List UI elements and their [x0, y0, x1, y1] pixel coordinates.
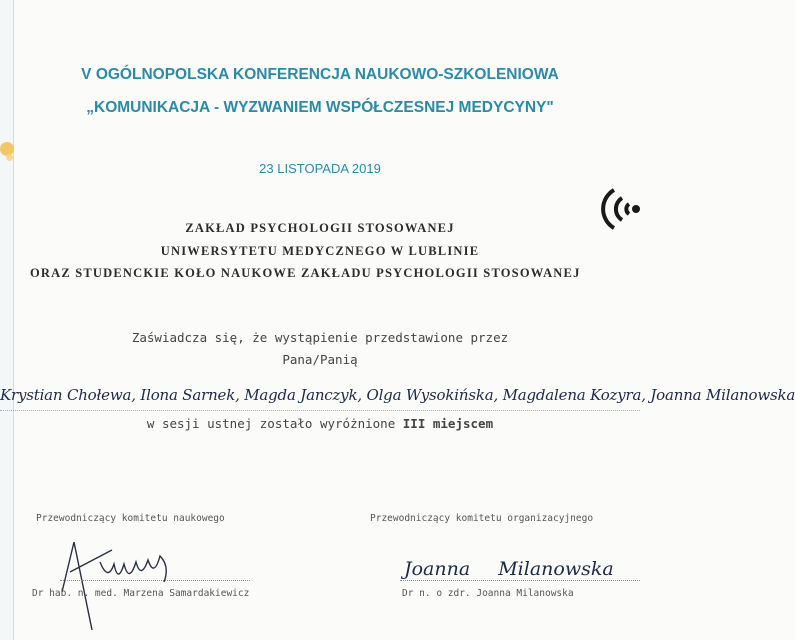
recipients-dotted-line [0, 410, 640, 411]
left-signature-scribble [52, 522, 192, 640]
award-place: III miejscem [402, 416, 494, 431]
decorative-dot [6, 154, 13, 161]
conference-title-line1: V OGÓLNOPOLSKA KONFERENCJA NAUKOWO-SZKOLENIOWA [81, 66, 559, 83]
left-signatory-title: Przewodniczący komitetu naukowego [36, 513, 225, 524]
left-signatory-name: Dr hab. n. med. Marzena Samardakiewicz [32, 588, 250, 599]
award-prefix: w sesji ustnej zostało wyróżnione [146, 416, 396, 431]
salutation-text: Pana/Panią [282, 352, 358, 367]
left-margin-line [13, 0, 14, 640]
right-signature-handwritten: Joanna Milanowska [404, 558, 614, 580]
statement-text: Zaświadcza się, że wystąpienie przedstawione przez [131, 330, 509, 345]
conference-date: 23 LISTOPADA 2019 [259, 161, 381, 176]
conference-title-line2: „KOMUNIKACJA - WYZWANIEM WSPÓŁCZESNEJ MEDYCYNY" [86, 99, 554, 116]
organizer-line3: ORAZ STUDENCKIE KOŁO NAUKOWE ZAKŁADU PSYCHOLOGII STOSOWANEJ [30, 266, 581, 280]
organizer-line1: ZAKŁAD PSYCHOLOGII STOSOWANEJ [185, 221, 455, 235]
recipients-handwritten: Krystian Chołewa, Ilona Sarnek, Magda Janczyk, Olga Wysokińska, Magdalena Kozyra, Joanna Milanowska [0, 386, 795, 404]
right-signature-line [400, 580, 640, 581]
left-margin-strip [0, 0, 14, 640]
award-line [0, 416, 640, 431]
organizer-line2: UNIWERSYTETU MEDYCZNEGO W LUBLINIE [160, 244, 480, 258]
right-signatory-name: Dr n. o zdr. Joanna Milanowska [402, 588, 574, 599]
left-signature-line [60, 580, 250, 581]
right-signatory-title: Przewodniczący komitetu organizacyjnego [370, 513, 594, 524]
